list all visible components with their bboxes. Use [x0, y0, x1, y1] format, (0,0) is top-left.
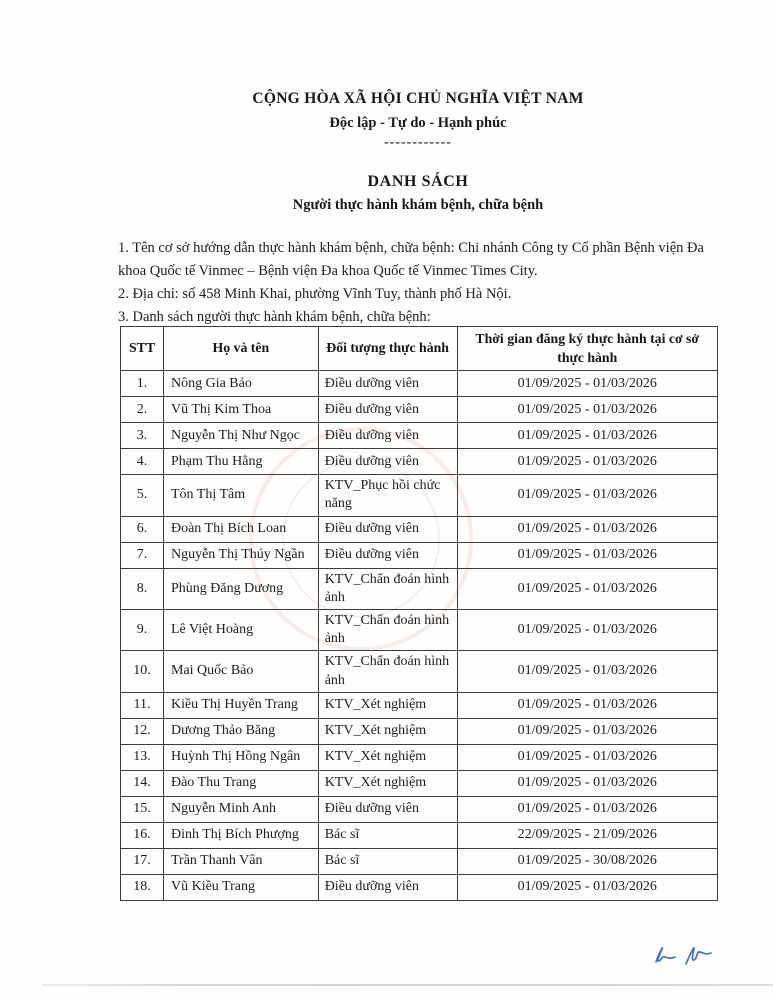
period-cell: 01/09/2025 - 01/03/2026 — [457, 796, 718, 822]
national-title: CỘNG HÒA XÃ HỘI CHỦ NGHĨA VIỆT NAM — [252, 90, 584, 107]
table-row — [121, 449, 718, 475]
period-cell: 01/09/2025 - 01/03/2026 — [457, 744, 718, 770]
name-cell: Phùng Đăng Dương — [163, 568, 318, 609]
document-title: DANH SÁCH — [367, 173, 469, 190]
intro-item-list-label: 3. Danh sách người thực hành khám bệnh, chữa bệnh: — [118, 308, 431, 325]
document-header — [118, 90, 718, 214]
period-cell: 01/09/2025 - 01/03/2026 — [457, 449, 718, 475]
stt-cell: 11. — [121, 692, 164, 718]
period-cell: 01/09/2025 - 01/03/2026 — [457, 475, 718, 516]
role-cell: Điều dưỡng viên — [318, 796, 457, 822]
name-cell: Nguyễn Minh Anh — [163, 796, 318, 822]
stt-cell: 2. — [121, 397, 164, 423]
table-row — [121, 848, 718, 874]
role-cell: Điều dưỡng viên — [318, 449, 457, 475]
stt-cell: 9. — [121, 610, 164, 651]
name-cell: Kiều Thị Huyền Trang — [163, 692, 318, 718]
name-cell: Nông Gia Bảo — [163, 371, 318, 397]
table-row — [121, 371, 718, 397]
table-row — [121, 397, 718, 423]
name-cell: Đoàn Thị Bích Loan — [163, 516, 318, 542]
name-cell: Lê Việt Hoàng — [163, 610, 318, 651]
period-cell: 01/09/2025 - 01/03/2026 — [457, 770, 718, 796]
role-cell: KTV_Chẩn đoán hình ảnh — [318, 651, 457, 692]
role-cell: Điều dưỡng viên — [318, 516, 457, 542]
period-cell: 22/09/2025 - 21/09/2026 — [457, 822, 718, 848]
role-cell: Bác sĩ — [318, 848, 457, 874]
role-cell: Điều dưỡng viên — [318, 542, 457, 568]
stt-cell: 6. — [121, 516, 164, 542]
period-cell: 01/09/2025 - 01/03/2026 — [457, 651, 718, 692]
period-cell: 01/09/2025 - 01/03/2026 — [457, 397, 718, 423]
name-cell: Nguyễn Thị Như Ngọc — [163, 423, 318, 449]
table-row — [121, 542, 718, 568]
intro-section — [118, 237, 720, 329]
name-cell: Huỳnh Thị Hồng Ngân — [163, 744, 318, 770]
table-row — [121, 692, 718, 718]
period-cell: 01/09/2025 - 01/03/2026 — [457, 718, 718, 744]
stt-cell: 10. — [121, 651, 164, 692]
name-cell: Đinh Thị Bích Phượng — [163, 822, 318, 848]
role-cell: KTV_Xét nghiệm — [318, 692, 457, 718]
name-cell: Phạm Thu Hằng — [163, 449, 318, 475]
stt-cell: 5. — [121, 475, 164, 516]
role-cell: Bác sĩ — [318, 822, 457, 848]
stt-cell: 13. — [121, 744, 164, 770]
scan-edge-divider — [42, 984, 773, 986]
period-cell: 01/09/2025 - 01/03/2026 — [457, 423, 718, 449]
table-row — [121, 475, 718, 516]
role-cell: KTV_Xét nghiệm — [318, 718, 457, 744]
table-row — [121, 822, 718, 848]
role-cell: Điều dưỡng viên — [318, 397, 457, 423]
table-row — [121, 423, 718, 449]
role-cell: KTV_Chẩn đoán hình ảnh — [318, 568, 457, 609]
stt-cell: 18. — [121, 874, 164, 900]
header-role: Đối tượng thực hành — [318, 327, 457, 371]
table-row — [121, 718, 718, 744]
stt-cell: 16. — [121, 822, 164, 848]
stt-cell: 12. — [121, 718, 164, 744]
period-cell: 01/09/2025 - 01/03/2026 — [457, 692, 718, 718]
name-cell: Đào Thu Trang — [163, 770, 318, 796]
stt-cell: 1. — [121, 371, 164, 397]
period-cell: 01/09/2025 - 01/03/2026 — [457, 568, 718, 609]
role-cell: Điều dưỡng viên — [318, 874, 457, 900]
role-cell: KTV_Phục hồi chức năng — [318, 475, 457, 516]
role-cell: Điều dưỡng viên — [318, 423, 457, 449]
role-cell: KTV_Xét nghiệm — [318, 770, 457, 796]
role-cell: Điều dưỡng viên — [318, 371, 457, 397]
name-cell: Mai Quốc Bảo — [163, 651, 318, 692]
table-row — [121, 744, 718, 770]
practitioner-table — [120, 326, 718, 901]
table-row — [121, 770, 718, 796]
stt-cell: 4. — [121, 449, 164, 475]
national-motto: Độc lập - Tự do - Hạnh phúc — [329, 115, 507, 131]
table-row — [121, 610, 718, 651]
name-cell: Vũ Kiều Trang — [163, 874, 318, 900]
stt-cell: 3. — [121, 423, 164, 449]
handwritten-initials-icon — [646, 936, 720, 974]
table-row — [121, 874, 718, 900]
table-row — [121, 651, 718, 692]
table-row — [121, 568, 718, 609]
stt-cell: 7. — [121, 542, 164, 568]
role-cell: KTV_Chẩn đoán hình ảnh — [318, 610, 457, 651]
period-cell: 01/09/2025 - 01/03/2026 — [457, 516, 718, 542]
header-stt: STT — [121, 327, 164, 371]
period-cell: 01/09/2025 - 30/08/2026 — [457, 848, 718, 874]
stt-cell: 15. — [121, 796, 164, 822]
table-header-row — [121, 327, 718, 371]
intro-item-address: 2. Địa chỉ: số 458 Minh Khai, phường Vĩnh Tuy, thành phố Hà Nội. — [118, 285, 512, 302]
stt-cell: 14. — [121, 770, 164, 796]
name-cell: Nguyễn Thị Thúy Ngần — [163, 542, 318, 568]
table-row — [121, 796, 718, 822]
name-cell: Tôn Thị Tâm — [163, 475, 318, 516]
name-cell: Trần Thanh Vân — [163, 848, 318, 874]
header-period: Thời gian đăng ký thực hành tại cơ sở thực hành — [457, 327, 718, 371]
name-cell: Vũ Thị Kim Thoa — [163, 397, 318, 423]
document-subtitle: Người thực hành khám bệnh, chữa bệnh — [292, 197, 544, 213]
dash-divider: ------------ — [384, 135, 452, 150]
stt-cell: 17. — [121, 848, 164, 874]
stt-cell: 8. — [121, 568, 164, 609]
period-cell: 01/09/2025 - 01/03/2026 — [457, 542, 718, 568]
table-row — [121, 516, 718, 542]
period-cell: 01/09/2025 - 01/03/2026 — [457, 874, 718, 900]
period-cell: 01/09/2025 - 01/03/2026 — [457, 610, 718, 651]
name-cell: Dương Thảo Băng — [163, 718, 318, 744]
intro-item-facility: 1. Tên cơ sở hướng dẫn thực hành khám bệnh, chữa bệnh: Chi nhánh Công ty Cổ phần Bệnh viện Đa khoa Quốc tế Vinmec – Bệnh viện Đa khoa Quốc tế Vinmec Times City. — [118, 240, 704, 279]
role-cell: KTV_Xét nghiệm — [318, 744, 457, 770]
header-name: Họ và tên — [163, 327, 318, 371]
period-cell: 01/09/2025 - 01/03/2026 — [457, 371, 718, 397]
